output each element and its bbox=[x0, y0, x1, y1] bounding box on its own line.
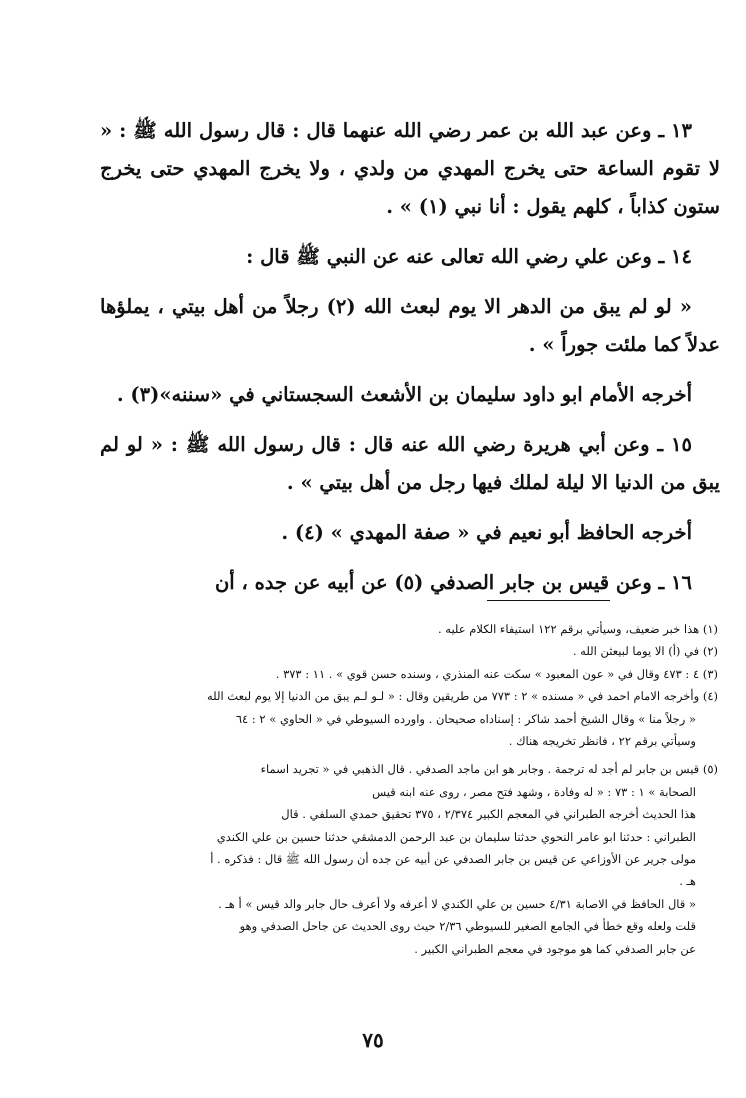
main-text bbox=[100, 112, 720, 614]
footnote-line: « رجلاً منا » وقال الشيخ أحمد شاكر : إسناداه صحيحان . واورده السيوطي في « الحاوي » ٢ : ٦٤ bbox=[235, 711, 696, 726]
footnote-line: (٤) وأخرجه الامام احمد في « مسنده » ٢ : ٧٧٣ من طريقين وقال : « لـو لـم يبق من الدنيا إلا يوم لبعث الله bbox=[206, 689, 718, 704]
footnote-line: هـ . bbox=[679, 874, 696, 889]
paragraph-source-abu-dawud: أخرجه الأمام ابو داود سليمان بن الأشعث السجستاني في «سننه»(٣) . bbox=[116, 383, 692, 406]
paragraph-source-abu-nuaym: أخرجه الحافظ أبو نعيم في « صفة المهدي » (٤) . bbox=[281, 521, 692, 544]
footnote-line: وسيأتي برقم ٢٢ ، فانظر تخريجه هناك . bbox=[508, 734, 696, 749]
footnote-line: « قال الحافظ في الاصابة ٤/٣١ حسين بن علي الكندي لا أعرفه ولا أعرف حال جابر والد قيس » أ هـ . bbox=[218, 896, 696, 911]
footnote-line: مولى جرير عن الأوزاعي عن قيس بن جابر الصدفي عن أبيه عن جده أن رسول الله ﷺ قال : فذكره . أ bbox=[210, 852, 696, 867]
paragraph-hadith-15: ١٥ ـ وعن أبي هريرة رضي الله عنه قال : قال رسول الله ﷺ : « لو لم يبق من الدنيا الا ليلة لملك فيها رجل من أهل بيتي » . bbox=[100, 433, 720, 494]
footnote-line: قلت ولعله وقع خطأ في الجامع الصغير للسيوطي ٢/٣٦ حيث روى الحديث عن جاحل الصدفي وهو bbox=[239, 919, 696, 934]
footnote-line: عن جابر الصدفي كما هو موجود في معجم الطبراني الكبير . bbox=[414, 941, 696, 956]
paragraph-hadith-13: ١٣ ـ وعن عبد الله بن عمر رضي الله عنهما قال : قال رسول الله ﷺ : « لا تقوم الساعة حتى يخرج المهدي من ولدي ، ولا يخرج المهدي حتى يخرج ستون كذاباً ، كلهم يقول : أنا نبي (١) » . bbox=[100, 119, 720, 218]
footnote-line: (٢) في (أ) الا يوما لبيعثن الله . bbox=[572, 644, 718, 659]
footnote-line: (٣) ٤ : ٤٧٣ وقال في « عون المعبود » سكت عنه المنذري ، وسنده حسن قوي » . ١١ : ٣٧٣ . bbox=[275, 666, 718, 681]
paragraph-hadith-14: ١٤ ـ وعن علي رضي الله تعالى عنه عن النبي ﷺ قال : bbox=[246, 245, 692, 268]
footnote-separator bbox=[487, 600, 610, 601]
page-number: ٧٥ bbox=[362, 1028, 384, 1052]
footnote-line: الطبراني : حدثنا ابو عامر النحوي حدثنا سليمان بن عبد الرحمن الدمشقي حدثنا حسين بن علي الكندي bbox=[216, 829, 696, 844]
footnotes bbox=[103, 618, 718, 960]
footnote-line: الصحابة » ١ : ٧٣ : « له وفادة ، وشهد فتح مصر ، روى عنه ابنه قيس bbox=[372, 784, 696, 799]
footnote-line: هذا الحديث أخرجه الطبراني في المعجم الكبير ٢/٣٧٤ ، ٣٧٥ تحقيق حمدي السلفي . قال bbox=[281, 807, 696, 822]
paragraph-hadith-14-text: « لو لم يبق من الدهر الا يوم لبعث الله (٢) رجلاً من أهل بيتي ، يملؤها عدلاً كما ملئت جوراً » . bbox=[100, 295, 720, 356]
footnote-line: (٥) قيس بن جابر لم أجد له ترجمة . وجابر هو ابن ماجد الصدفي . قال الذهبي في « تجريد اسماء bbox=[260, 762, 718, 777]
paragraph-hadith-16: ١٦ ـ وعن قيس بن جابر الصدفي (٥) عن أبيه عن جده ، أن bbox=[214, 571, 692, 594]
footnote-line: (١) هذا خبر ضعيف، وسيأتي برقم ١٢٢ استيفاء الكلام عليه . bbox=[437, 622, 718, 636]
